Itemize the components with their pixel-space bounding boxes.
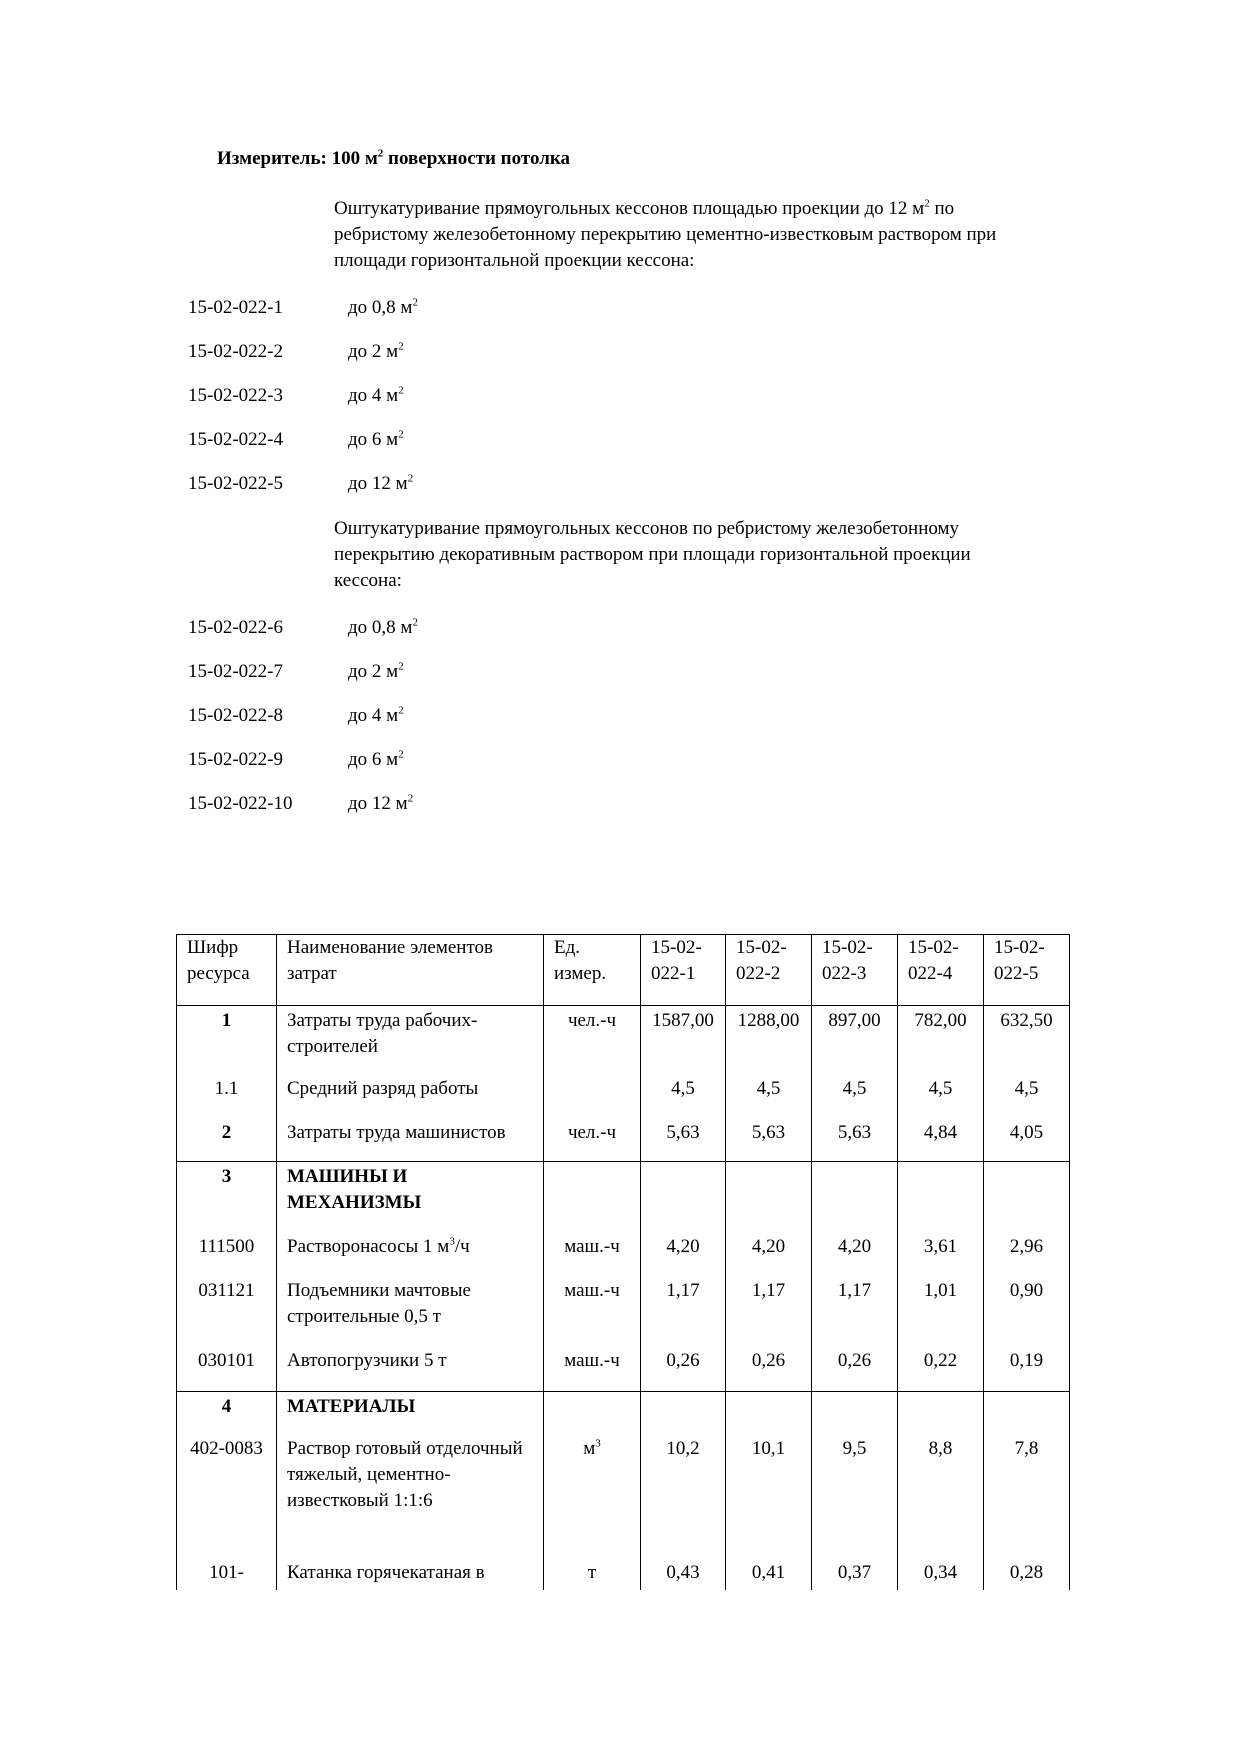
header-cell: 15-02-022-1 <box>641 935 726 1006</box>
row-value <box>984 1162 1070 1234</box>
row-value: 9,5 <box>812 1436 898 1560</box>
table-row <box>177 1006 1070 1076</box>
row-value: 0,43 <box>641 1560 726 1620</box>
row-value: 4,5 <box>812 1076 898 1120</box>
item-code: 15-02-022-10 <box>188 793 293 814</box>
header-cell: 15-02-022-5 <box>984 935 1070 1006</box>
row-value <box>812 1392 898 1436</box>
row-code: 101- <box>177 1560 277 1620</box>
row-unit <box>544 1076 641 1120</box>
item-code: 15-02-022-6 <box>188 617 283 638</box>
item-size: до 12 $м^2$ <box>348 792 414 814</box>
table-row <box>177 1348 1070 1392</box>
row-name: Раствор готовый отделочный тяжелый, цементно-известковый 1:1:6 <box>277 1436 544 1560</box>
item-code: 15-02-022-7 <box>188 661 283 682</box>
measure-sup: 2 <box>377 147 384 160</box>
row-name: Средний разряд работы <box>277 1076 544 1120</box>
row-unit <box>544 1162 641 1234</box>
row-code: 031121 <box>177 1278 277 1348</box>
group1-description <box>334 196 1074 274</box>
row-value: 632,50 <box>984 1006 1070 1076</box>
item-size: до 0,8 $м^2$ <box>348 296 418 318</box>
row-value: 1,17 <box>812 1278 898 1348</box>
row-unit: чел.-ч <box>544 1006 641 1076</box>
row-name: МАШИНЫ И МЕХАНИЗМЫ <box>277 1162 544 1234</box>
item-code: 15-02-022-3 <box>188 385 283 406</box>
row-value: 4,84 <box>898 1120 984 1162</box>
group2-desc-line: кессона: <box>334 570 402 591</box>
item-size: до 6 $м^2$ <box>348 428 404 450</box>
item-code: 15-02-022-4 <box>188 429 283 450</box>
row-value: 4,5 <box>726 1076 812 1120</box>
page-bottom-margin <box>0 1590 1240 1755</box>
row-value: 0,26 <box>641 1348 726 1392</box>
row-value: 0,22 <box>898 1348 984 1392</box>
row-name: Растворонасосы 1 $м^3/ч$ <box>277 1234 544 1278</box>
row-value: 7,8 <box>984 1436 1070 1560</box>
table-row <box>177 1436 1070 1560</box>
row-code: 030101 <box>177 1348 277 1392</box>
group1-desc-line: площади горизонтальной проекции кессона: <box>334 250 695 271</box>
row-unit: маш.-ч <box>544 1348 641 1392</box>
resource-table <box>176 934 1070 1620</box>
row-unit <box>544 1392 641 1436</box>
header-cell: Ед. измер. <box>544 935 641 1006</box>
table-row <box>177 1120 1070 1162</box>
row-value <box>641 1162 726 1234</box>
row-code: 1.1 <box>177 1076 277 1120</box>
header-cell: Наименование элементов затрат <box>277 935 544 1006</box>
row-name: МАТЕРИАЛЫ <box>277 1392 544 1436</box>
table-row <box>177 1278 1070 1348</box>
item-size: до 2 $м^2$ <box>348 340 404 362</box>
row-name: Затраты труда машинистов <box>277 1120 544 1162</box>
item-code: 15-02-022-2 <box>188 341 283 362</box>
row-value: 5,63 <box>726 1120 812 1162</box>
row-value: 1,17 <box>641 1278 726 1348</box>
row-code: 2 <box>177 1120 277 1162</box>
row-value: 10,1 <box>726 1436 812 1560</box>
table-row <box>177 1234 1070 1278</box>
table-section-row <box>177 1162 1070 1234</box>
item-code: 15-02-022-5 <box>188 473 283 494</box>
row-value: 1,17 <box>726 1278 812 1348</box>
row-unit: $м^3$ <box>544 1436 641 1560</box>
row-code: 402-0083 <box>177 1436 277 1560</box>
header-cell: 15-02-022-4 <box>898 935 984 1006</box>
row-value: 0,26 <box>726 1348 812 1392</box>
group1-desc-line: ребристому железобетонному перекрытию цементно-известковым раствором при <box>334 224 997 245</box>
row-value: 0,37 <box>812 1560 898 1620</box>
row-value: 0,26 <box>812 1348 898 1392</box>
item-size: до 2 $м^2$ <box>348 660 404 682</box>
row-value: 0,90 <box>984 1278 1070 1348</box>
row-value: 0,41 <box>726 1560 812 1620</box>
table-section-row <box>177 1392 1070 1436</box>
row-value: 1288,00 <box>726 1006 812 1076</box>
item-size: до 0,8 $м^2$ <box>348 616 418 638</box>
row-name: Подъемники мачтовые строительные 0,5 т <box>277 1278 544 1348</box>
row-value: 3,61 <box>898 1234 984 1278</box>
row-value: 8,8 <box>898 1436 984 1560</box>
row-name: Автопогрузчики 5 т <box>277 1348 544 1392</box>
row-code: 1 <box>177 1006 277 1076</box>
header-cell: 15-02-022-3 <box>812 935 898 1006</box>
row-value: 5,63 <box>812 1120 898 1162</box>
group1-desc-line: Оштукатуривание прямоугольных кессонов площадью проекции до 12 $м^2$ по <box>334 197 955 219</box>
row-value: 1,01 <box>898 1278 984 1348</box>
row-value: 4,5 <box>641 1076 726 1120</box>
item-size: до 12 $м^2$ <box>348 472 414 494</box>
row-value: 0,34 <box>898 1560 984 1620</box>
item-size: до 4 $м^2$ <box>348 704 404 726</box>
row-value <box>898 1392 984 1436</box>
row-value: 4,20 <box>726 1234 812 1278</box>
row-value: 4,20 <box>641 1234 726 1278</box>
row-name: Катанка горячекатаная в <box>277 1560 544 1620</box>
row-value <box>726 1162 812 1234</box>
item-size: до 4 $м^2$ <box>348 384 404 406</box>
group2-description <box>334 516 1074 594</box>
group2-desc-line: Оштукатуривание прямоугольных кессонов по ребристому железобетонному <box>334 518 960 539</box>
group2-desc-line: перекрытию декоративным раствором при площади горизонтальной проекции <box>334 544 971 565</box>
measure-suffix: поверхности потолка <box>383 148 571 169</box>
row-unit: маш.-ч <box>544 1278 641 1348</box>
item-code: 15-02-022-1 <box>188 297 283 318</box>
row-code: 111500 <box>177 1234 277 1278</box>
row-value: 1587,00 <box>641 1006 726 1076</box>
row-value: 0,28 <box>984 1560 1070 1620</box>
row-value <box>641 1392 726 1436</box>
row-value: 4,20 <box>812 1234 898 1278</box>
row-name: Затраты труда рабочих-строителей <box>277 1006 544 1076</box>
row-value: 10,2 <box>641 1436 726 1560</box>
measure-prefix: Измеритель: 100 м <box>217 148 378 169</box>
row-value: 4,05 <box>984 1120 1070 1162</box>
row-unit: т <box>544 1560 641 1620</box>
row-value <box>726 1392 812 1436</box>
row-value: 4,5 <box>984 1076 1070 1120</box>
header-cell: Шифр ресурса <box>177 935 277 1006</box>
item-size: до 6 $м^2$ <box>348 748 404 770</box>
item-code: 15-02-022-8 <box>188 705 283 726</box>
row-unit: чел.-ч <box>544 1120 641 1162</box>
row-value: 4,5 <box>898 1076 984 1120</box>
row-value <box>898 1162 984 1234</box>
row-code: 3 <box>177 1162 277 1234</box>
row-value: 897,00 <box>812 1006 898 1076</box>
measure-heading <box>217 148 570 170</box>
table-row <box>177 1076 1070 1120</box>
row-value: 782,00 <box>898 1006 984 1076</box>
row-value: 5,63 <box>641 1120 726 1162</box>
row-value <box>984 1392 1070 1436</box>
header-cell: 15-02-022-2 <box>726 935 812 1006</box>
row-code: 4 <box>177 1392 277 1436</box>
table-header-row <box>177 935 1070 1006</box>
row-value: 2,96 <box>984 1234 1070 1278</box>
row-value <box>812 1162 898 1234</box>
row-value: 0,19 <box>984 1348 1070 1392</box>
item-code: 15-02-022-9 <box>188 749 283 770</box>
row-unit: маш.-ч <box>544 1234 641 1278</box>
